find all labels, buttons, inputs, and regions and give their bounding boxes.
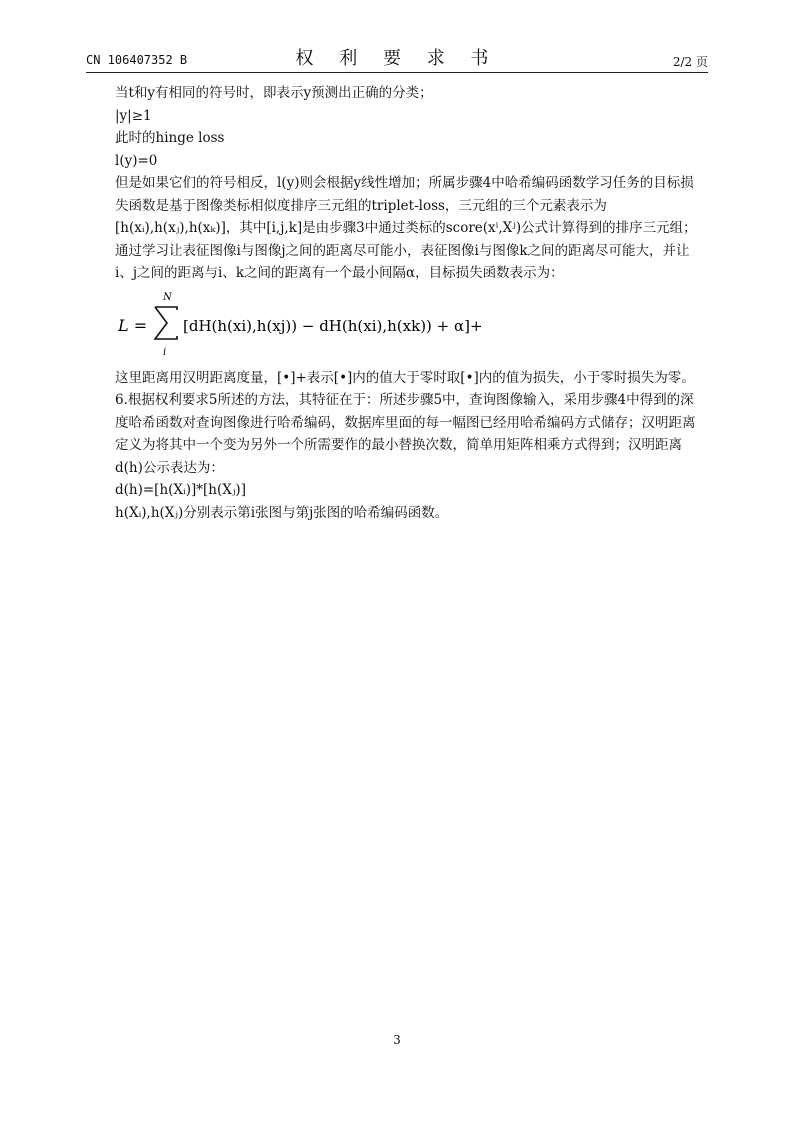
formula-lhs: L = bbox=[118, 315, 148, 335]
page-number: 3 bbox=[393, 1033, 401, 1047]
loss-formula bbox=[115, 289, 707, 361]
paragraph-abs-condition: |y|≥1 bbox=[115, 107, 152, 124]
formula-lower-limit: i bbox=[163, 346, 167, 358]
patent-number: CN 106407352 B bbox=[86, 53, 188, 67]
summation-icon bbox=[155, 307, 177, 339]
header-rule bbox=[86, 72, 708, 73]
paragraph-claim-6: 6.根据权利要求5所述的方法，其特征在于：所述步骤5中，查询图像输入，采用步骤4中得到的深度哈希函数对查询图像进行哈希编码，数据库里面的每一幅图已经用哈希编码方式储存；汉明距离定义为将其中一个变为另外一个所需要作的最小替换次数，简单用矩阵相乘方式得到；汉明距离d(h)公示表达为： bbox=[115, 392, 696, 476]
paragraph-hash-functions: h(Xᵢ),h(Xⱼ)分别表示第i张图与第j张图的哈希编码函数。 bbox=[115, 504, 449, 521]
page-indicator: 2/2 页 bbox=[672, 55, 708, 69]
paragraph-triplet-loss: 但是如果它们的符号相反，l(y)则会根据y线性增加；所属步骤4中哈希编码函数学习任务的目标损失函数是基于图像类标相似度排序三元组的triplet-loss，三元组的三个元素表示为[h(xᵢ),h(xⱼ),h(xₖ)]，其中[i,j,k]是由步骤3中通过类标的score(xⁱ,Xʲ)公式计算得到的排序三元组；通过学习让表征图像i与图像j之间的距离尽可能小，表征图像i与图像k之间的距离尽可能大，并让i、j之间的距离与i、k之间的距离有一个最小间隔α，目标损失函数表示为： bbox=[115, 175, 697, 281]
paragraph-hamming-metric: 这里距离用汉明距离度量，[•]+表示[•]内的值大于零时取[•]内的值为损失，小于零时损失为零。 bbox=[115, 369, 695, 386]
formula-body: [dH(h(xi),h(xj)) − dH(h(xi),h(xk)) + α]+ bbox=[183, 316, 483, 335]
page-header bbox=[86, 44, 708, 70]
section-title: 权 利 要 求 书 bbox=[295, 48, 499, 69]
paragraph-hinge-loss: 此时的hinge loss bbox=[115, 130, 225, 146]
paragraph-hamming-formula: d(h)=[h(Xᵢ)]*[h(Xⱼ)] bbox=[115, 482, 246, 498]
formula-upper-limit: N bbox=[163, 291, 172, 303]
paragraph-loss-zero: l(y)=0 bbox=[115, 152, 158, 169]
paragraph-sign-condition: 当t和y有相同的符号时，即表示y预测出正确的分类； bbox=[115, 85, 433, 101]
claims-body bbox=[115, 82, 707, 524]
loss-formula-svg bbox=[115, 289, 707, 361]
